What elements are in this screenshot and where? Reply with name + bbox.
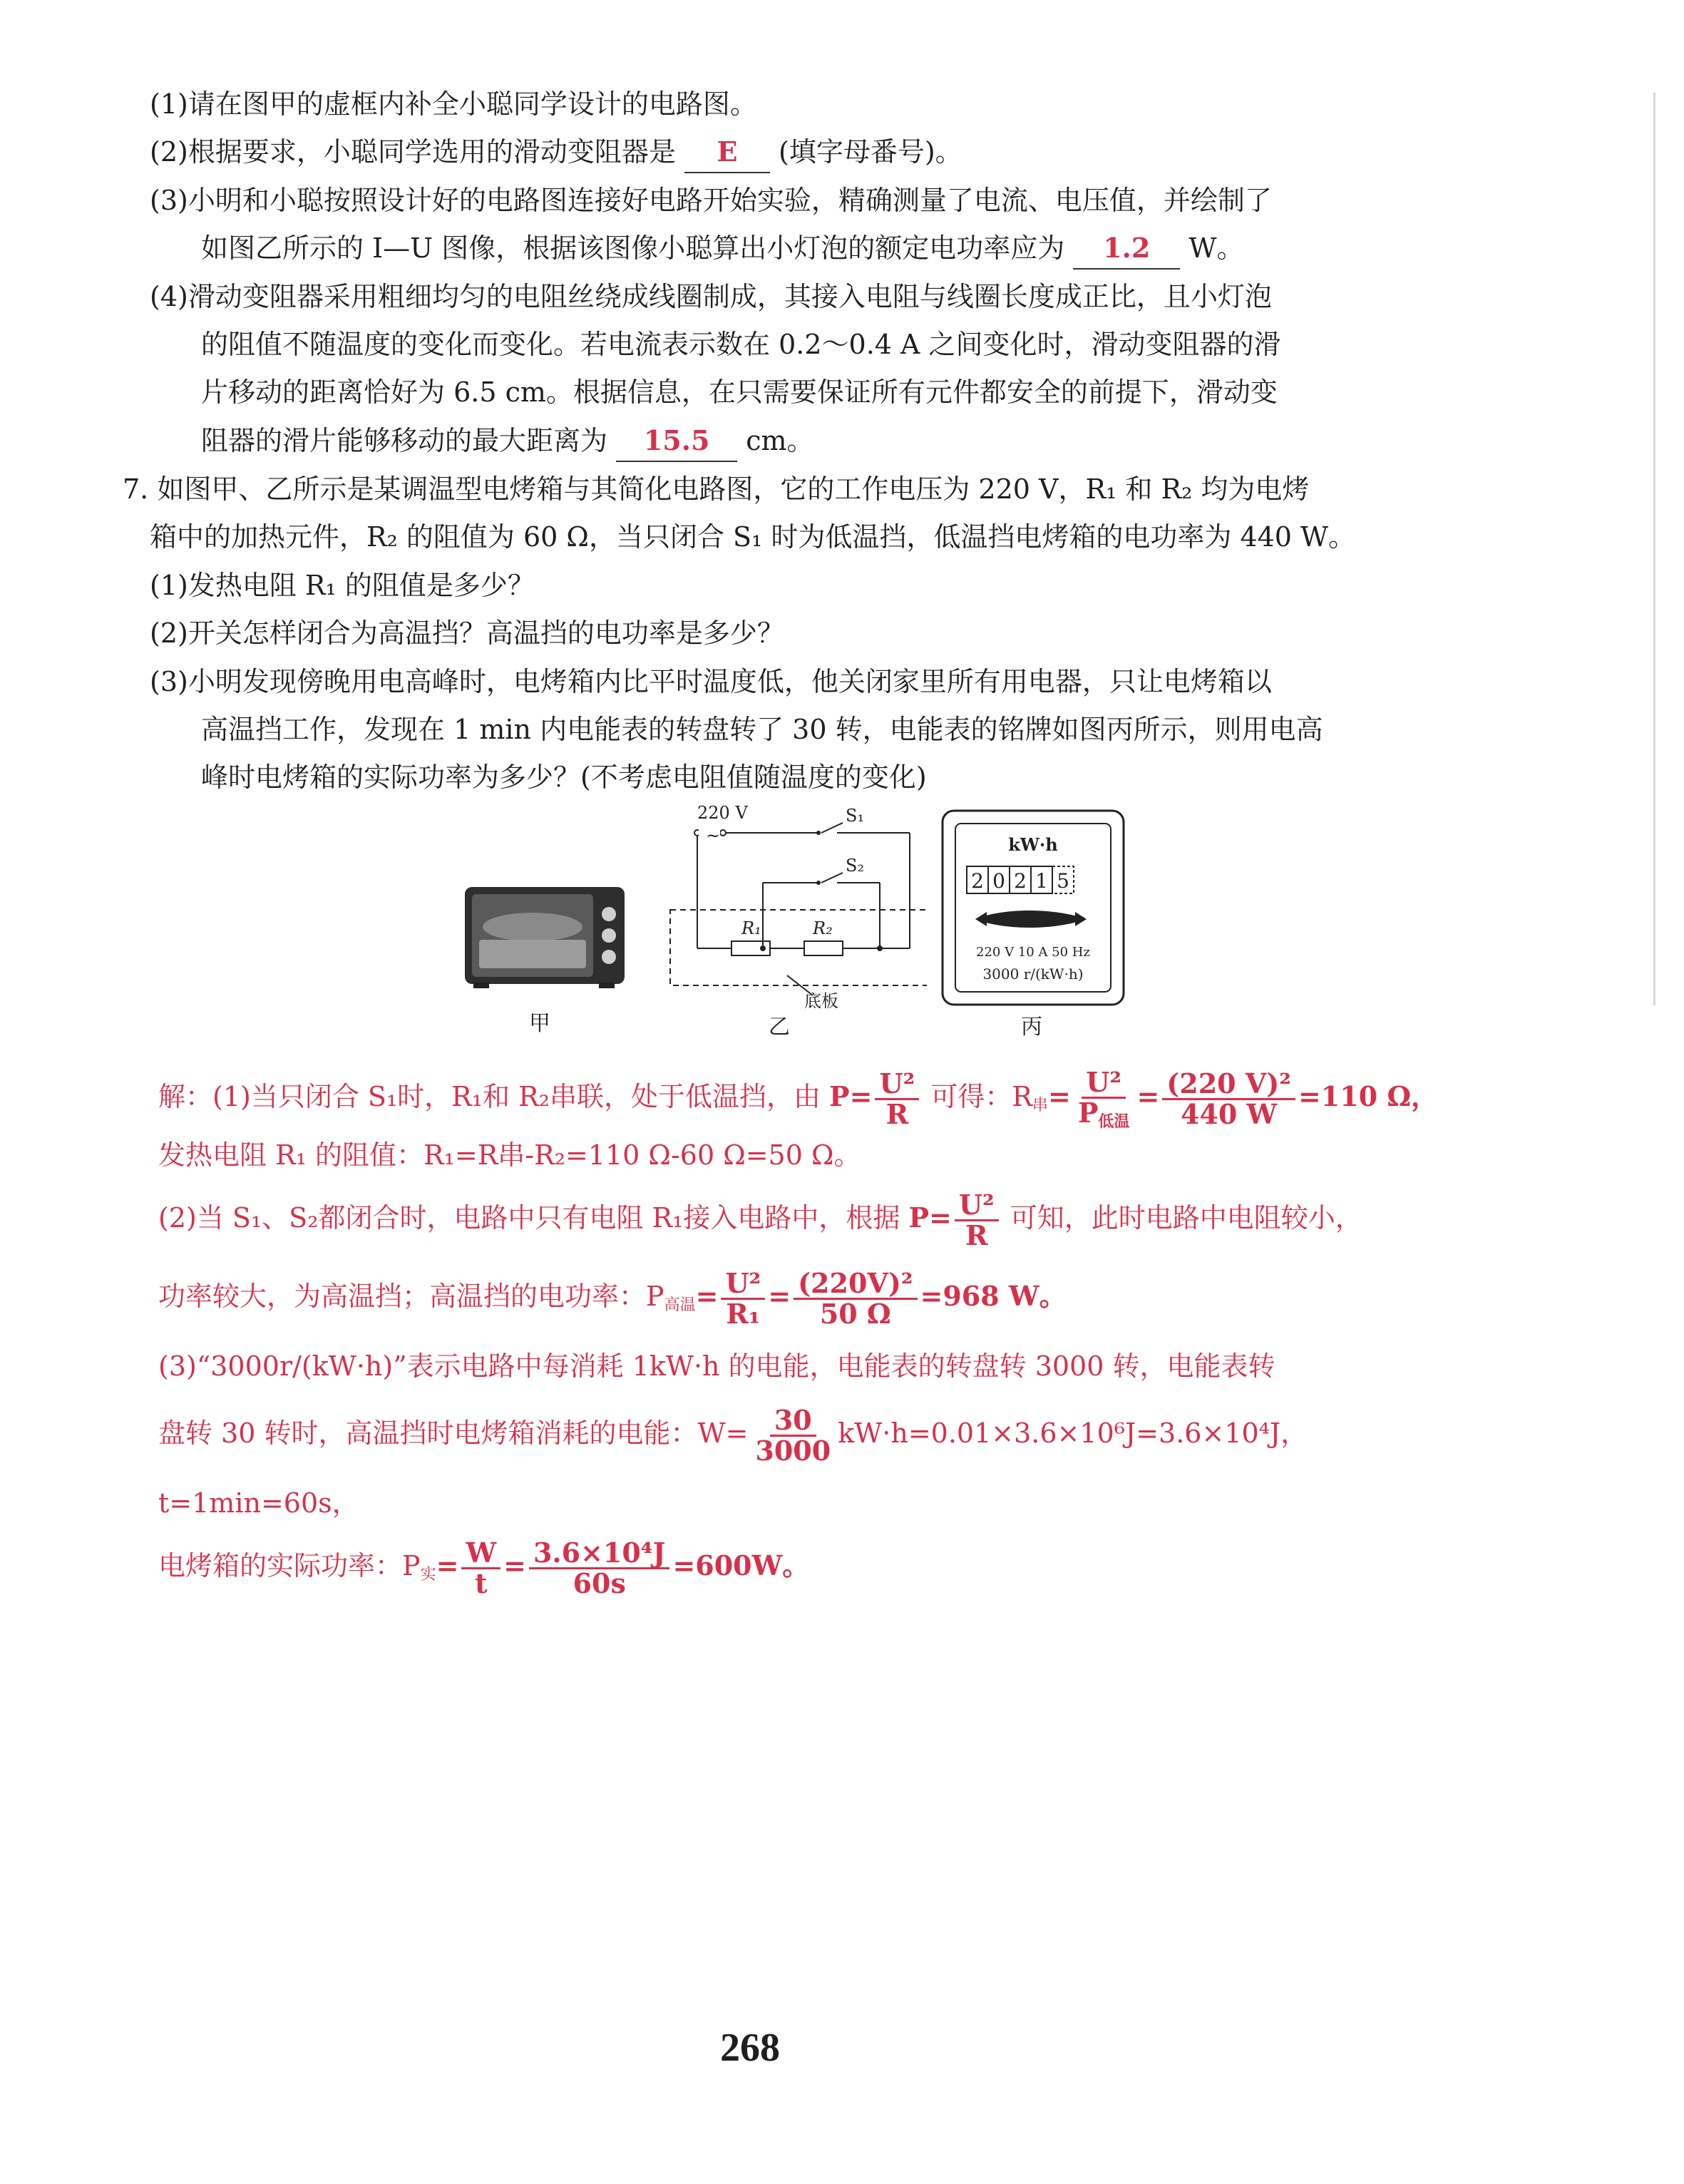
fraction-w-t: [461, 1539, 500, 1598]
figure-label-bing: 丙: [1021, 1015, 1042, 1040]
meter-digit-1: 2: [971, 869, 984, 893]
solution-l1-text: 解：(1)当只闭合 S₁时，R₁和 R₂串联，处于低温挡，由: [158, 1081, 821, 1112]
solution-l6-text: 盘转 30 转时，高温挡时电烤箱消耗的电能：W=: [158, 1417, 749, 1449]
frac-num: (220 V)²: [1162, 1070, 1295, 1100]
eq-sign: =: [1136, 1080, 1160, 1112]
meter-spec-revs: 3000 r/(kW·h): [982, 965, 1084, 983]
frac-num: 30: [770, 1406, 816, 1437]
q6-part3-line1: (3)小明和小聪按照设计好的电路图连接好电路开始实验，精确测量了电流、电压值，并绘制了: [150, 185, 1272, 216]
frac-den-p: P: [1077, 1096, 1099, 1129]
frac-den: 3000: [755, 1435, 831, 1467]
fraction-220-440: [1162, 1067, 1295, 1130]
solution-l1-p: P=: [829, 1080, 873, 1112]
sub-gaowen: 高温: [664, 1296, 696, 1314]
q6-part3-suffix: W。: [1188, 232, 1244, 264]
q7-sub3-line2: 高温挡工作，发现在 1 min 内电能表的转盘转了 30 转，电能表的铭牌如图丙所示，则用电高: [201, 714, 1323, 745]
frac-num: W: [461, 1539, 500, 1569]
figure-label-jia: 甲: [529, 1011, 550, 1036]
frac-num: U²: [1082, 1068, 1126, 1099]
q6-part4-line2: 的阻值不随温度的变化而变化。若电流表示数在 0.2～0.4 A 之间变化时，滑动变阻器的滑: [201, 329, 1281, 360]
circuit-r1-label: R₁: [741, 918, 761, 938]
frac-num: (220V)²: [794, 1269, 917, 1300]
circuit-base-label: 底板: [804, 991, 838, 1011]
circuit-r2-label: R₂: [813, 918, 833, 938]
sub-chuan: 串: [1032, 1097, 1048, 1114]
circuit-ac-symbol: ~: [706, 826, 721, 846]
q6-part2-suffix: (填字母番号)。: [779, 136, 962, 168]
frac-den: 440 W: [1180, 1098, 1278, 1130]
q7-sub1: (1)发热电阻 R₁ 的阻值是多少？: [150, 570, 535, 601]
fraction-36-60: [529, 1539, 669, 1598]
frac-den: R: [885, 1098, 909, 1130]
solution-line4: [158, 1261, 1067, 1341]
frac-den: R: [965, 1219, 988, 1251]
q6-part4-answer: 15.5: [616, 421, 737, 462]
q6-part2-text: (2)根据要求，小聪同学选用的滑动变阻器是: [150, 136, 676, 168]
solution-line7: t=1min=60s，: [158, 1487, 359, 1519]
sub-shi: 实: [420, 1566, 436, 1584]
solution-l3-text2: 可知，此时电路中电阻较小，: [1010, 1202, 1362, 1234]
oven-photo: [462, 883, 627, 991]
q7-sub3-line3: 峰时电烤箱的实际功率为多少？(不考虑电阻值随温度的变化): [201, 762, 927, 793]
q6-part2-answer: E: [684, 132, 770, 173]
q6-part3-line2: [201, 228, 1243, 270]
circuit-s1-label: S₁: [846, 806, 865, 826]
q6-part4-line1: (4)滑动变阻器采用粗细均匀的电阻丝绕成线圈制成，其接入电阻与线圈长度成正比，且小灯泡: [150, 281, 1272, 312]
eq-sign: =: [436, 1549, 459, 1581]
q6-part2: [150, 132, 962, 173]
solution-line8: [158, 1530, 809, 1611]
q6-part4-suffix: cm。: [746, 425, 814, 456]
sub-diwen: 低温: [1098, 1112, 1130, 1131]
eq-sign: =: [1048, 1080, 1071, 1112]
q7-stem-line2: 箱中的加热元件，R₂ 的阻值为 60 Ω，当只闭合 S₁ 时为低温挡，低温挡电烤箱的电功率为 440 W。: [150, 521, 1356, 553]
eq-sign: =: [695, 1280, 719, 1312]
q6-part1: (1)请在图甲的虚框内补全小聪同学设计的电路图。: [150, 88, 757, 120]
frac-num: U²: [955, 1191, 999, 1221]
meter-unit: kW·h: [1008, 834, 1058, 855]
fraction-30-3000: [751, 1406, 835, 1465]
frac-den: t: [475, 1567, 488, 1599]
solution-l1-text2: 可得：R: [930, 1081, 1032, 1112]
frac-num: U²: [875, 1070, 919, 1100]
frac-den: R₁: [726, 1298, 761, 1330]
solution-l4-result: =968 W。: [920, 1280, 1067, 1312]
q6-part4-line3: 片移动的距离恰好为 6.5 cm。根据信息，在只需要保证所有元件都安全的前提下，滑动变: [201, 376, 1278, 408]
solution-l8-result: =600W。: [672, 1549, 810, 1581]
q6-part4-text: 阻器的滑片能够移动的最大距离为: [201, 425, 608, 456]
circuit-s2-label: S₂: [846, 856, 865, 876]
q7-sub3-line1: (3)小明发现傍晚用电高峰时，电烤箱内比平时温度低，他关闭家里所有用电器，只让电烤箱以: [150, 666, 1272, 697]
meter-spec-voltage: 220 V 10 A 50 Hz: [976, 945, 1090, 960]
frac-den: 60s: [573, 1567, 626, 1599]
q6-part4-line4: [201, 421, 814, 462]
scan-edge-line: [1653, 93, 1655, 1005]
frac-den: 50 Ω: [819, 1298, 891, 1330]
frac-den: [1074, 1096, 1134, 1131]
page-number: 268: [720, 2026, 780, 2070]
figure-label-yi: 乙: [769, 1015, 790, 1040]
q6-part3-text: 如图乙所示的 I—U 图像，根据该图像小聪算出小灯泡的额定电功率应为: [201, 232, 1065, 264]
solution-l3-p: P=: [908, 1201, 952, 1234]
q7-stem-line1: 7. 如图甲、乙所示是某调温型电烤箱与其简化电路图，它的工作电压为 220 V，R₁ 和 R₂ 均为电烤: [123, 473, 1310, 505]
solution-line1: [158, 1061, 1438, 1142]
q6-part3-answer: 1.2: [1073, 228, 1180, 270]
solution-line3: [158, 1182, 1362, 1254]
solution-l6-text2: kW·h=0.01×3.6×10⁶J=3.6×10⁴J，: [838, 1417, 1308, 1449]
energy-meter: [940, 808, 1126, 1008]
fraction-u2-r1: [721, 1269, 765, 1328]
meter-digit-5: 5: [1057, 869, 1069, 893]
circuit-voltage-label: 220 V: [697, 804, 748, 823]
frac-num: 3.6×10⁴J: [529, 1539, 669, 1569]
solution-line5: (3)“3000r/(kW·h)”表示电路中每消耗 1kW·h 的电能，电能表的转盘转 3000 转，电能表转: [158, 1350, 1275, 1382]
eq-sign: =: [503, 1549, 526, 1581]
fraction-u2-r-2: [955, 1191, 999, 1250]
solution-line6: [158, 1398, 1308, 1469]
solution-l3-text: (2)当 S₁、S₂都闭合时，电路中只有电阻 R₁接入电路中，根据: [158, 1202, 900, 1234]
meter-digit-2: 0: [992, 869, 1005, 893]
meter-digit-4: 1: [1035, 869, 1048, 893]
frac-num: U²: [721, 1269, 765, 1300]
solution-l8-text: 电烤箱的实际功率：P: [158, 1550, 421, 1581]
fraction-u2-r: [875, 1067, 919, 1130]
q7-sub2: (2)开关怎样闭合为高温挡？高温挡的电功率是多少？: [150, 617, 784, 649]
solution-line2: 发热电阻 R₁ 的阻值：R₁=R串-R₂=110 Ω-60 Ω=50 Ω。: [158, 1139, 861, 1171]
circuit-diagram: [642, 804, 927, 1011]
meter-digit-3: 2: [1014, 869, 1027, 893]
solution-l4-text: 功率较大，为高温挡；高温挡的电功率：P: [158, 1281, 664, 1312]
solution-l1-result: =110 Ω，: [1298, 1080, 1439, 1112]
fraction-220-50: [794, 1269, 917, 1328]
fraction-u2-pdi: [1074, 1068, 1134, 1130]
eq-sign: =: [768, 1280, 791, 1312]
